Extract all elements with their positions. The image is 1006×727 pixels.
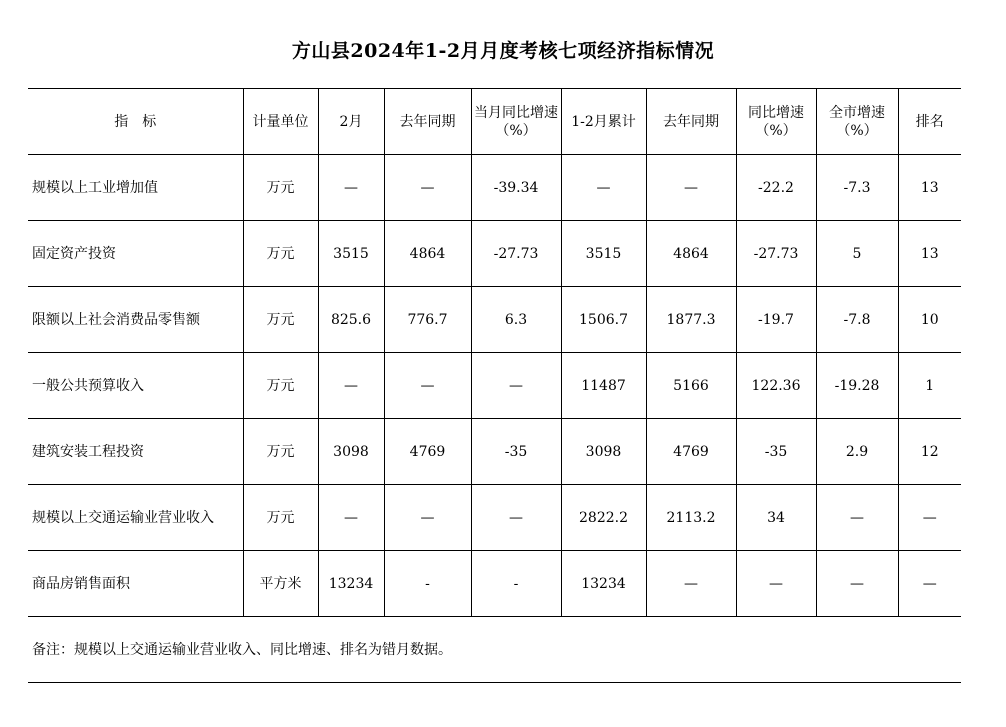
table-row [28,485,961,551]
table-cell: 5166 [646,353,736,419]
table-cell: -7.8 [816,287,898,353]
table-cell: -35 [471,419,561,485]
table-cell: -27.73 [471,221,561,287]
column-header: 排名 [898,89,961,155]
table-cell: — [384,155,471,221]
table-cell: 3515 [318,221,384,287]
table-cell: — [384,353,471,419]
column-header: 全市增速（%） [816,89,898,155]
table-cell: 1 [898,353,961,419]
column-header: 去年同期 [384,89,471,155]
table-cell: 万元 [243,485,318,551]
table-cell: 122.36 [736,353,816,419]
table-cell: — [318,485,384,551]
indicator-name-cell: 商品房销售面积 [28,551,243,617]
table-cell: 1506.7 [561,287,646,353]
table-row [28,155,961,221]
column-header: 指 标 [28,89,243,155]
table-cell: 12 [898,419,961,485]
table-cell: 776.7 [384,287,471,353]
indicator-name-cell: 规模以上交通运输业营业收入 [28,485,243,551]
table-cell: 4864 [646,221,736,287]
table-cell: -35 [736,419,816,485]
table-cell: — [646,155,736,221]
table-cell: -27.73 [736,221,816,287]
table-cell: -22.2 [736,155,816,221]
table-cell: — [471,485,561,551]
table-cell: 11487 [561,353,646,419]
note-row [28,617,961,683]
table-cell: — [384,485,471,551]
table-cell: — [561,155,646,221]
table-cell: 3515 [561,221,646,287]
table-cell: 34 [736,485,816,551]
table-cell: -19.7 [736,287,816,353]
table-cell: 825.6 [318,287,384,353]
table-cell: 6.3 [471,287,561,353]
table-row [28,419,961,485]
column-header: 计量单位 [243,89,318,155]
column-header: 同比增速（%） [736,89,816,155]
footnote: 备注：规模以上交通运输业营业收入、同比增速、排名为错月数据。 [28,617,961,683]
table-cell: 2822.2 [561,485,646,551]
table-cell: 4769 [384,419,471,485]
table-cell: - [471,551,561,617]
table-cell: 万元 [243,419,318,485]
table-cell: 万元 [243,221,318,287]
table-cell: 1877.3 [646,287,736,353]
indicator-name-cell: 一般公共预算收入 [28,353,243,419]
table-cell: 4864 [384,221,471,287]
indicator-name-cell: 限额以上社会消费品零售额 [28,287,243,353]
table-cell: 万元 [243,353,318,419]
table-row [28,353,961,419]
table-cell: 13 [898,155,961,221]
indicators-table [28,88,961,683]
table-cell: — [736,551,816,617]
table-cell: 13 [898,221,961,287]
table-cell: -39.34 [471,155,561,221]
table-row [28,287,961,353]
indicator-name-cell: 固定资产投资 [28,221,243,287]
page-title: 方山县2024年1-2月月度考核七项经济指标情况 [291,40,715,62]
table-cell: 4769 [646,419,736,485]
table-header-row [28,89,961,155]
table-cell: 平方米 [243,551,318,617]
table-cell: 5 [816,221,898,287]
table-cell: -19.28 [816,353,898,419]
table-row [28,221,961,287]
column-header: 当月同比增速（%） [471,89,561,155]
column-header: 去年同期 [646,89,736,155]
table-cell: -7.3 [816,155,898,221]
table-cell: 10 [898,287,961,353]
table-row [28,551,961,617]
table-cell: — [898,485,961,551]
table-cell: 13234 [318,551,384,617]
table-cell: - [384,551,471,617]
table-cell: 2113.2 [646,485,736,551]
table-cell: — [898,551,961,617]
table-cell: 3098 [318,419,384,485]
indicator-name-cell: 规模以上工业增加值 [28,155,243,221]
indicator-name-cell: 建筑安装工程投资 [28,419,243,485]
table-cell: 万元 [243,155,318,221]
table-cell: 万元 [243,287,318,353]
table-cell: — [816,551,898,617]
table-cell: — [471,353,561,419]
table-cell: — [646,551,736,617]
column-header: 2月 [318,89,384,155]
table-cell: 2.9 [816,419,898,485]
column-header: 1-2月累计 [561,89,646,155]
table-cell: — [816,485,898,551]
table-cell: 13234 [561,551,646,617]
table-cell: — [318,155,384,221]
table-cell: — [318,353,384,419]
table-cell: 3098 [561,419,646,485]
